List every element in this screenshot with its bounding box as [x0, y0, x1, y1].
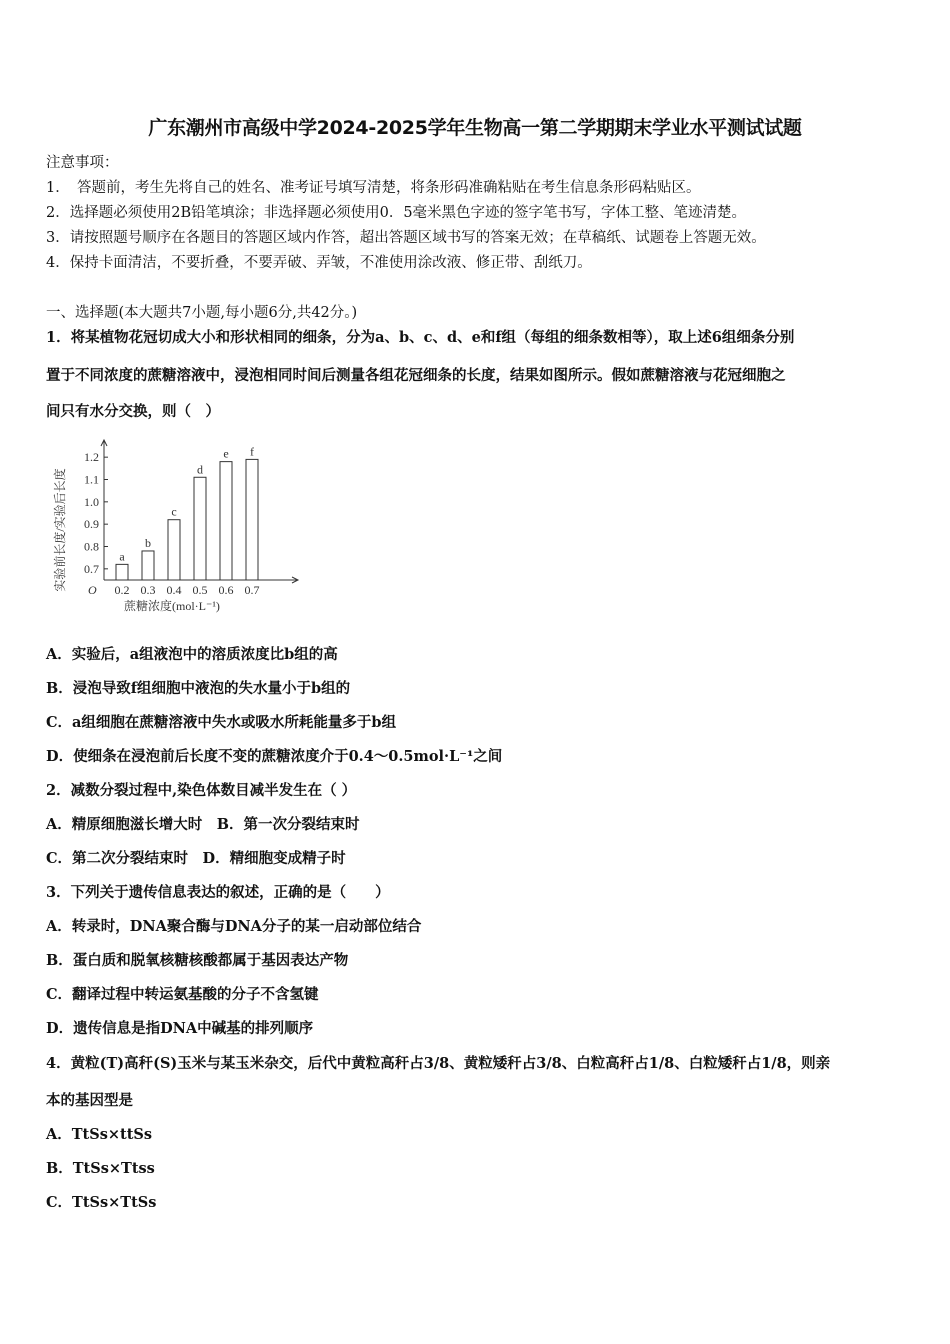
notice-item: 1． 答题前，考生先将自己的姓名、准考证号填写清楚，将条形码准确粘贴在考生信息条形码粘贴区。 — [46, 180, 701, 196]
option-a: A．TtSs×ttSs — [46, 1126, 153, 1143]
option-a: A．转录时，DNA聚合酶与DNA分子的某一启动部位结合 — [46, 918, 422, 935]
option-c: C．a组细胞在蔗糖溶液中失水或吸水所耗能量多于b组 — [46, 714, 397, 731]
bar-label: d — [197, 462, 203, 477]
option-d: D．遗传信息是指DNA中碱基的排列顺序 — [46, 1020, 314, 1037]
section-heading: 一、选择题(本大题共7小题,每小题6分,共42分。) — [46, 305, 358, 321]
options-row: A．精原细胞滋长增大时 B．第一次分裂结束时 — [46, 816, 360, 833]
question-stem: 2．减数分裂过程中,染色体数目减半发生在（ ） — [46, 782, 357, 799]
bar-label: e — [223, 446, 229, 461]
option-b: B．TtSs×Ttss — [46, 1160, 155, 1177]
notice-item: 2．选择题必须使用2B铅笔填涂；非选择题必须使用0．5毫米黑色字迹的签字笔书写，字体工整、笔迹清楚。 — [46, 205, 747, 221]
bar-label: c — [171, 504, 177, 519]
y-tick-label: 0.7 — [84, 561, 99, 576]
options-row: C．第二次分裂结束时 D．精细胞变成精子时 — [46, 850, 346, 867]
question-stem-line: 置于不同浓度的蔗糖溶液中，浸泡相同时间后测量各组花冠细条的长度，结果如图所示。假如蔗糖溶液与花冠细胞之 — [46, 367, 786, 384]
bar — [116, 564, 128, 580]
bar-label: a — [119, 549, 125, 564]
option-d: D．使细条在浸泡前后长度不变的蔗糖浓度介于0.4～0.5mol·L⁻¹之间 — [46, 748, 503, 765]
question-stem-line: 1．将某植物花冠切成大小和形状相同的细条，分为a、b、c、d、e和f组（每组的细条数相等），取上述6组细条分别 — [46, 329, 795, 346]
option-c: C．TtSs×TtSs — [46, 1194, 157, 1211]
bar — [194, 477, 206, 580]
x-tick-label: 0.6 — [218, 583, 234, 597]
bar-label: b — [145, 535, 151, 550]
notice-item: 4．保持卡面清洁，不要折叠，不要弄破、弄皱，不准使用涂改液、修正带、刮纸刀。 — [46, 255, 592, 271]
bar — [246, 459, 258, 580]
option-a: A．实验后，a组液泡中的溶质浓度比b组的高 — [46, 646, 338, 663]
notice-item: 3．请按照题号顺序在各题目的答题区域内作答，超出答题区域书写的答案无效；在草稿纸、试题卷上答题无效。 — [46, 230, 766, 246]
y-axis-label: 实验前长度/实验后长度 — [53, 468, 67, 592]
question-stem: 3．下列关于遗传信息表达的叙述，正确的是（ ） — [46, 884, 390, 901]
bar — [220, 462, 232, 580]
bar-chart — [46, 432, 306, 622]
x-tick-label: 0.4 — [166, 583, 182, 597]
x-tick-label: 0.3 — [140, 583, 156, 597]
bar — [142, 551, 154, 580]
option-c: C．翻译过程中转运氨基酸的分子不含氢键 — [46, 986, 319, 1003]
bar-label: f — [250, 444, 254, 459]
y-tick-label: 1.1 — [84, 472, 99, 487]
option-b: B．蛋白质和脱氧核糖核酸都属于基因表达产物 — [46, 952, 349, 969]
bar — [168, 520, 180, 580]
notice-heading: 注意事项： — [46, 155, 119, 171]
page-title: 广东潮州市高级中学2024-2025学年生物高一第二学期期末学业水平测试试题 — [148, 117, 802, 139]
x-tick-label: 0.5 — [192, 583, 208, 597]
y-tick-label: 1.0 — [84, 494, 99, 509]
x-tick-label: 0.7 — [244, 583, 260, 597]
question-stem-line: 间只有水分交换，则（ ） — [46, 403, 220, 420]
x-tick-label: 0.2 — [114, 583, 130, 597]
x-axis-label: 蔗糖浓度(mol·L⁻¹) — [124, 599, 220, 613]
y-tick-label: 0.9 — [84, 517, 99, 532]
question-stem-line: 本的基因型是 — [46, 1092, 133, 1109]
option-b: B．浸泡导致f组细胞中液泡的失水量小于b组的 — [46, 680, 351, 697]
y-tick-label: 1.2 — [84, 450, 99, 465]
origin-label: O — [88, 583, 97, 597]
y-tick-label: 0.8 — [84, 539, 99, 554]
question-stem-line: 4．黄粒(T)高秆(S)玉米与某玉米杂交，后代中黄粒高秆占3/8、黄粒矮秆占3/8、白粒高秆占1/8、白粒矮秆占1/8，则亲 — [46, 1055, 831, 1072]
